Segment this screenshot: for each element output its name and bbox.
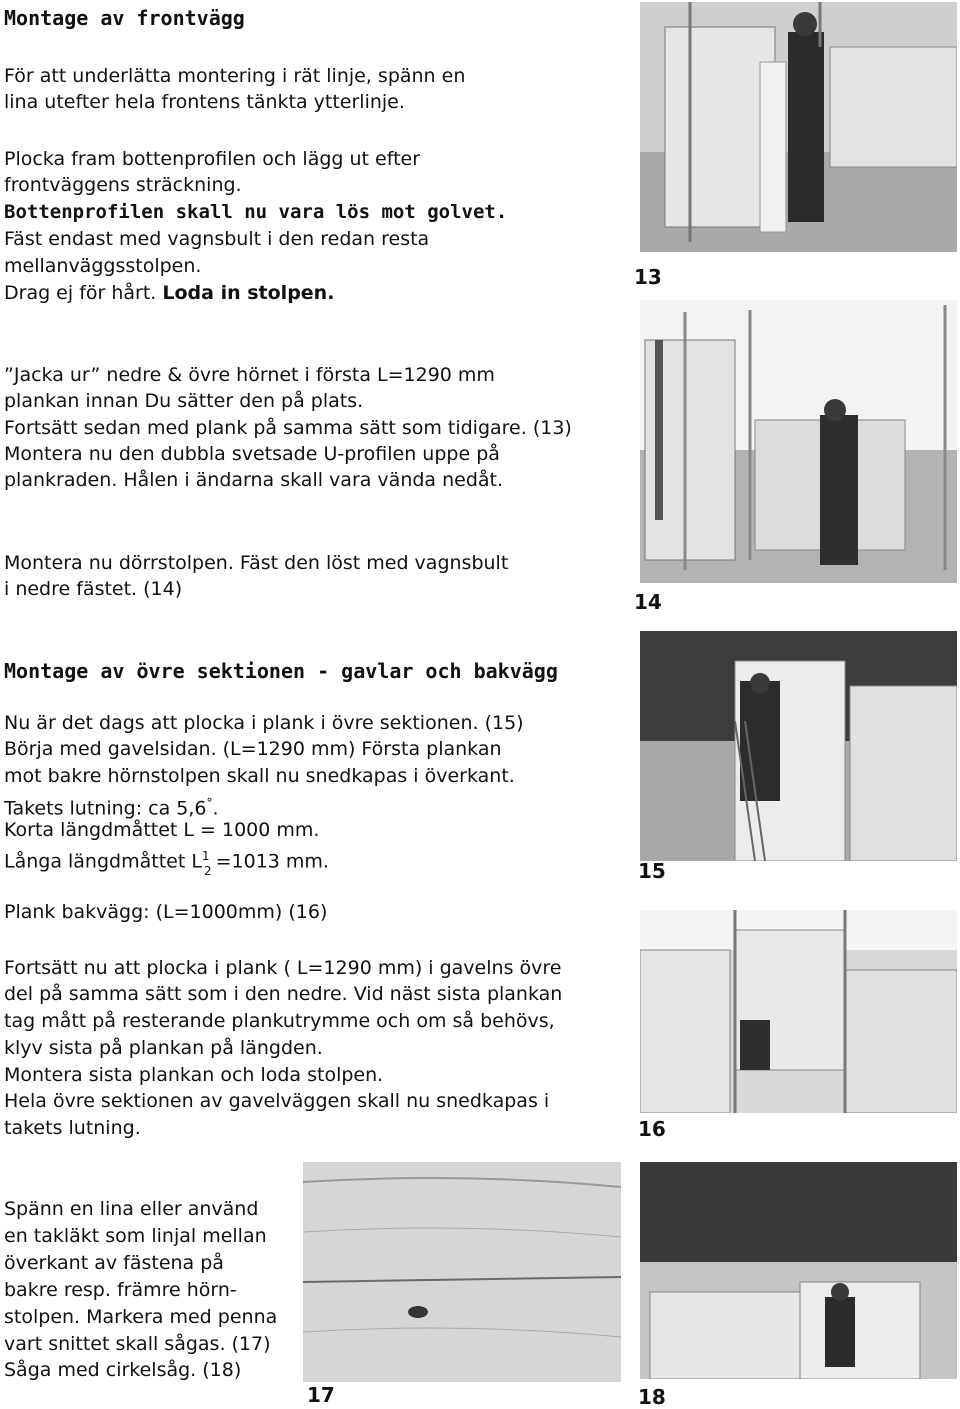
photo-16-back-wall: [640, 910, 957, 1113]
paragraph-line: Montera sista plankan och loda stolpen.: [4, 1064, 384, 1086]
paragraph-line: i nedre fästet. (14): [4, 578, 183, 600]
photo-15-upper-section: [640, 631, 957, 861]
paragraph-line: klyv sista på plankan på längden.: [4, 1037, 323, 1059]
figure-label-13: 13: [634, 265, 662, 289]
paragraph-line: ”Jacka ur” nedre & övre hörnet i första L=1290 mm: [4, 364, 495, 386]
figure-label-16: 16: [638, 1117, 666, 1141]
paragraph-line: lina utefter hela frontens tänkta ytterlinje.: [4, 91, 405, 113]
paragraph-line: För att underlätta montering i rät linje, spänn en: [4, 65, 466, 87]
figure-label-15: 15: [638, 859, 666, 883]
paragraph-line: Plocka fram bottenprofilen och lägg ut efter: [4, 148, 421, 170]
paragraph-line: mot bakre hörnstolpen skall nu snedkapas i överkant.: [4, 765, 515, 787]
paragraph-line: Nu är det dags att plocka i plank i övre sektionen. (15): [4, 712, 524, 734]
long-length-line: Långa längdmåttet $L^1 =1013$ mm.: [4, 849, 329, 873]
paragraph-line: Börja med gavelsidan. (L=1290 mm) Första plankan: [4, 738, 502, 760]
paragraph-line: Fortsätt nu att plocka i plank ( L=1290 mm) i gavelns övre: [4, 957, 562, 979]
paragraph-line: vart snittet skall sågas. (17): [4, 1333, 271, 1355]
figure-label-14: 14: [634, 590, 662, 614]
short-length-line: Korta längdmåttet L = 1000 mm.: [4, 819, 320, 841]
paragraph-line: Hela övre sektionen av gavelväggen skall nu snedkapas i: [4, 1090, 550, 1112]
bold-instruction: Bottenprofilen skall nu vara lös mot golvet.: [4, 201, 508, 223]
figure-label-17: 17: [307, 1383, 335, 1407]
paragraph-line: överkant av fästena på: [4, 1252, 224, 1274]
paragraph-line: en takläkt som linjal mellan: [4, 1225, 267, 1247]
paragraph-line: plankan innan Du sätter den på plats.: [4, 390, 364, 412]
paragraph-line: del på samma sätt som i den nedre. Vid näst sista plankan: [4, 983, 563, 1005]
photo-13-wall-panels: [640, 2, 957, 252]
paragraph-line: frontväggens sträckning.: [4, 174, 242, 196]
figure-label-18: 18: [638, 1385, 666, 1409]
paragraph-line: bakre resp. främre hörn-: [4, 1279, 237, 1301]
photo-14-door-post: [640, 300, 957, 583]
paragraph-line: Drag ej för hårt. Loda in stolpen.: [4, 282, 335, 304]
paragraph-line: Fortsätt sedan med plank på samma sätt som tidigare. (13): [4, 417, 572, 439]
long-length-subscript: 2: [204, 864, 212, 878]
section-heading-upper: Montage av övre sektionen - gavlar och bakvägg: [4, 659, 558, 683]
roof-slope-line: Takets lutning: ca 5,6°.: [4, 796, 219, 820]
paragraph-line: mellanväggsstolpen.: [4, 255, 202, 277]
paragraph-line: Montera nu dörrstolpen. Fäst den löst med vagnsbult: [4, 552, 509, 574]
paragraph-line: tag mått på resterande plankutrymme och om så behövs,: [4, 1010, 555, 1032]
paragraph-line: Såga med cirkelsåg. (18): [4, 1359, 242, 1381]
paragraph-line: plankraden. Hålen i ändarna skall vara vända nedåt.: [4, 469, 504, 491]
paragraph-line: Montera nu den dubbla svetsade U-profilen uppe på: [4, 443, 500, 465]
paragraph-line: stolpen. Markera med penna: [4, 1306, 278, 1328]
back-wall-line: Plank bakvägg: (L=1000mm) (16): [4, 901, 328, 923]
paragraph-line: Fäst endast med vagnsbult i den redan resta: [4, 228, 430, 250]
paragraph-line: Spänn en lina eller använd: [4, 1198, 259, 1220]
photo-18-sawing: [640, 1162, 957, 1379]
photo-17-plank-closeup: [303, 1162, 621, 1382]
section-heading-frontwall: Montage av frontvägg: [4, 6, 245, 30]
paragraph-line: takets lutning.: [4, 1117, 141, 1139]
